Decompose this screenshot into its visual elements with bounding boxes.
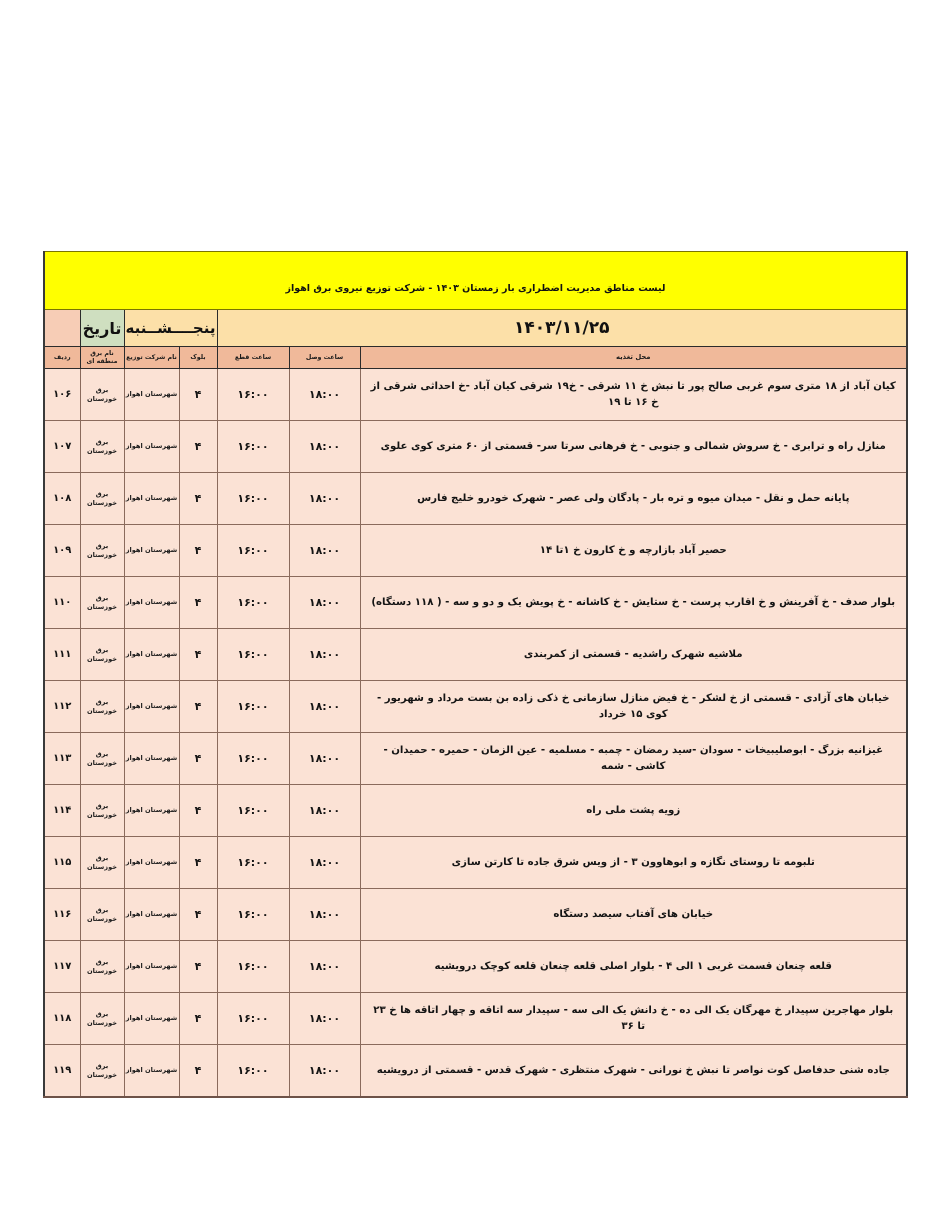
cell-cut-time: ۱۶:۰۰	[217, 785, 289, 837]
table-row	[44, 993, 907, 1045]
cell-block: ۴	[179, 733, 217, 785]
banner-row	[44, 252, 907, 310]
column-header-feed-location: محل تغذیه	[360, 347, 907, 369]
column-header-row	[44, 347, 907, 369]
cell-block: ۴	[179, 681, 217, 733]
cell-feed-location: غیزانیه بزرگ - ابوصلیبیخات - سودان -سید رمضان - چمبه - مسلمیه - عین الزمان - حمیره - حمیدان - کاشی - شمه	[360, 733, 907, 785]
cell-block: ۴	[179, 1045, 217, 1098]
cell-feed-location: ملاشیه شهرک راشدیه - قسمتی از کمربندی	[360, 629, 907, 681]
date-row	[44, 310, 907, 347]
date-value-cell: ۱۴۰۳/۱۱/۲۵	[217, 310, 907, 347]
cell-feed-location: بلوار مهاجرین سپیدار خ مهرگان یک الی ده - خ دانش یک الی سه - سپیدار سه اتاقه و چهار اتاقه ها خ ۲۳ تا ۳۶	[360, 993, 907, 1045]
cell-reconnect-time: ۱۸:۰۰	[289, 421, 360, 473]
table-row	[44, 421, 907, 473]
cell-cut-time: ۱۶:۰۰	[217, 369, 289, 421]
outage-schedule-table	[43, 251, 908, 1098]
cell-cut-time: ۱۶:۰۰	[217, 941, 289, 993]
cell-index: ۱۱۴	[44, 785, 80, 837]
table-row	[44, 577, 907, 629]
table-row	[44, 889, 907, 941]
cell-regional-power: برق خوزستان	[80, 525, 124, 577]
cell-cut-time: ۱۶:۰۰	[217, 681, 289, 733]
cell-regional-power: برق خوزستان	[80, 1045, 124, 1098]
cell-reconnect-time: ۱۸:۰۰	[289, 785, 360, 837]
cell-distribution-company: شهرستان اهواز	[124, 525, 179, 577]
column-header-reconnect-time: ساعت وصل	[289, 347, 360, 369]
cell-block: ۴	[179, 421, 217, 473]
column-header-block: بلوک	[179, 347, 217, 369]
cell-distribution-company: شهرستان اهواز	[124, 369, 179, 421]
cell-regional-power: برق خوزستان	[80, 785, 124, 837]
cell-block: ۴	[179, 369, 217, 421]
cell-reconnect-time: ۱۸:۰۰	[289, 525, 360, 577]
cell-reconnect-time: ۱۸:۰۰	[289, 837, 360, 889]
weekday-cell: پنجــــشــنبه	[124, 310, 217, 347]
cell-reconnect-time: ۱۸:۰۰	[289, 733, 360, 785]
banner-title: لیست مناطق مدیریت اضطراری بار زمستان ۱۴۰۳ - شرکت توزیع نیروی برق اهواز	[285, 282, 666, 294]
table-row	[44, 785, 907, 837]
cell-regional-power: برق خوزستان	[80, 941, 124, 993]
cell-feed-location: قلعه چنعان قسمت غربی ۱ الی ۴ - بلوار اصلی قلعه چنعان قلعه کوچک درویشیه	[360, 941, 907, 993]
banner-cell	[44, 252, 907, 310]
cell-index: ۱۱۰	[44, 577, 80, 629]
cell-distribution-company: شهرستان اهواز	[124, 733, 179, 785]
cell-distribution-company: شهرستان اهواز	[124, 837, 179, 889]
cell-index: ۱۱۸	[44, 993, 80, 1045]
cell-block: ۴	[179, 629, 217, 681]
cell-cut-time: ۱۶:۰۰	[217, 993, 289, 1045]
cell-block: ۴	[179, 993, 217, 1045]
cell-reconnect-time: ۱۸:۰۰	[289, 369, 360, 421]
cell-feed-location: خیابان های آفتاب سیصد دستگاه	[360, 889, 907, 941]
cell-distribution-company: شهرستان اهواز	[124, 889, 179, 941]
column-header-regional-power: نام برق منطقه ای	[80, 347, 124, 369]
cell-cut-time: ۱۶:۰۰	[217, 421, 289, 473]
cell-reconnect-time: ۱۸:۰۰	[289, 681, 360, 733]
cell-cut-time: ۱۶:۰۰	[217, 473, 289, 525]
cell-cut-time: ۱۶:۰۰	[217, 733, 289, 785]
table-body	[44, 369, 907, 1098]
cell-regional-power: برق خوزستان	[80, 473, 124, 525]
table-row	[44, 525, 907, 577]
cell-reconnect-time: ۱۸:۰۰	[289, 941, 360, 993]
cell-index: ۱۱۳	[44, 733, 80, 785]
cell-regional-power: برق خوزستان	[80, 369, 124, 421]
cell-index: ۱۱۲	[44, 681, 80, 733]
table-row	[44, 733, 907, 785]
cell-regional-power: برق خوزستان	[80, 629, 124, 681]
cell-index: ۱۱۵	[44, 837, 80, 889]
column-header-cut-time: ساعت قطع	[217, 347, 289, 369]
table-row	[44, 473, 907, 525]
cell-distribution-company: شهرستان اهواز	[124, 681, 179, 733]
cell-feed-location: کیان آباد از ۱۸ متری سوم غربی صالح پور تا نبش خ ۱۱ شرقی - خ۱۹ شرقی کیان آباد -خ احداثی شرقی از خ ۱۶ تا ۱۹	[360, 369, 907, 421]
cell-cut-time: ۱۶:۰۰	[217, 1045, 289, 1098]
cell-regional-power: برق خوزستان	[80, 733, 124, 785]
cell-cut-time: ۱۶:۰۰	[217, 629, 289, 681]
cell-feed-location: بلوار صدف - خ آفرینش و خ اقارب پرست - خ ستایش - خ کاشانه - خ پویش یک و دو و سه - ( ۱۱۸ دستگاه)	[360, 577, 907, 629]
cell-reconnect-time: ۱۸:۰۰	[289, 1045, 360, 1098]
cell-block: ۴	[179, 525, 217, 577]
cell-feed-location: زویه پشت ملی راه	[360, 785, 907, 837]
cell-distribution-company: شهرستان اهواز	[124, 1045, 179, 1098]
cell-feed-location: خیابان های آزادی - قسمتی از خ لشکر - خ فیض منازل سازمانی خ ذکی زاده بن بست مرداد و شهریور - کوی ۱۵ خرداد	[360, 681, 907, 733]
table-row	[44, 837, 907, 889]
table-row	[44, 681, 907, 733]
cell-index: ۱۰۶	[44, 369, 80, 421]
cell-reconnect-time: ۱۸:۰۰	[289, 993, 360, 1045]
cell-reconnect-time: ۱۸:۰۰	[289, 473, 360, 525]
cell-distribution-company: شهرستان اهواز	[124, 785, 179, 837]
cell-index: ۱۱۱	[44, 629, 80, 681]
table-row	[44, 1045, 907, 1098]
cell-distribution-company: شهرستان اهواز	[124, 993, 179, 1045]
column-header-distribution-company: نام شرکت توزیع	[124, 347, 179, 369]
cell-index: ۱۱۶	[44, 889, 80, 941]
cell-feed-location: جاده شنی حدفاصل کوت نواصر تا نبش خ نورانی - شهرک منتظری - شهرک قدس - قسمتی از درویشیه	[360, 1045, 907, 1098]
cell-block: ۴	[179, 941, 217, 993]
cell-block: ۴	[179, 889, 217, 941]
cell-index: ۱۰۸	[44, 473, 80, 525]
cell-regional-power: برق خوزستان	[80, 889, 124, 941]
cell-block: ۴	[179, 837, 217, 889]
outage-table-container	[45, 251, 908, 1098]
cell-reconnect-time: ۱۸:۰۰	[289, 577, 360, 629]
cell-distribution-company: شهرستان اهواز	[124, 577, 179, 629]
cell-feed-location: حصیر آباد بازارچه و خ کارون خ ۱تا ۱۴	[360, 525, 907, 577]
cell-distribution-company: شهرستان اهواز	[124, 421, 179, 473]
cell-regional-power: برق خوزستان	[80, 681, 124, 733]
cell-feed-location: تلبومه تا روستای نگازه و ابوهاوون ۳ - از ویس شرق جاده تا کارتن سازی	[360, 837, 907, 889]
cell-feed-location: پایانه حمل و نقل - میدان میوه و تره بار - پادگان ولی عصر - شهرک خودرو خلیج فارس	[360, 473, 907, 525]
cell-index: ۱۱۹	[44, 1045, 80, 1098]
table-row	[44, 941, 907, 993]
cell-reconnect-time: ۱۸:۰۰	[289, 889, 360, 941]
date-label-cell: تاریخ	[80, 310, 124, 347]
cell-regional-power: برق خوزستان	[80, 837, 124, 889]
corner-cell	[44, 310, 80, 347]
cell-cut-time: ۱۶:۰۰	[217, 837, 289, 889]
cell-index: ۱۰۹	[44, 525, 80, 577]
cell-cut-time: ۱۶:۰۰	[217, 889, 289, 941]
cell-regional-power: برق خوزستان	[80, 993, 124, 1045]
column-header-index: ردیف	[44, 347, 80, 369]
cell-index: ۱۰۷	[44, 421, 80, 473]
cell-index: ۱۱۷	[44, 941, 80, 993]
cell-block: ۴	[179, 577, 217, 629]
cell-cut-time: ۱۶:۰۰	[217, 577, 289, 629]
cell-distribution-company: شهرستان اهواز	[124, 473, 179, 525]
cell-regional-power: برق خوزستان	[80, 577, 124, 629]
cell-block: ۴	[179, 473, 217, 525]
cell-block: ۴	[179, 785, 217, 837]
table-row	[44, 369, 907, 421]
cell-distribution-company: شهرستان اهواز	[124, 941, 179, 993]
cell-cut-time: ۱۶:۰۰	[217, 525, 289, 577]
cell-distribution-company: شهرستان اهواز	[124, 629, 179, 681]
cell-regional-power: برق خوزستان	[80, 421, 124, 473]
cell-feed-location: منازل راه و ترابری - خ سروش شمالی و جنوبی - خ فرهانی سرتا سر- قسمتی از ۶۰ متری کوی علوی	[360, 421, 907, 473]
cell-reconnect-time: ۱۸:۰۰	[289, 629, 360, 681]
table-row	[44, 629, 907, 681]
